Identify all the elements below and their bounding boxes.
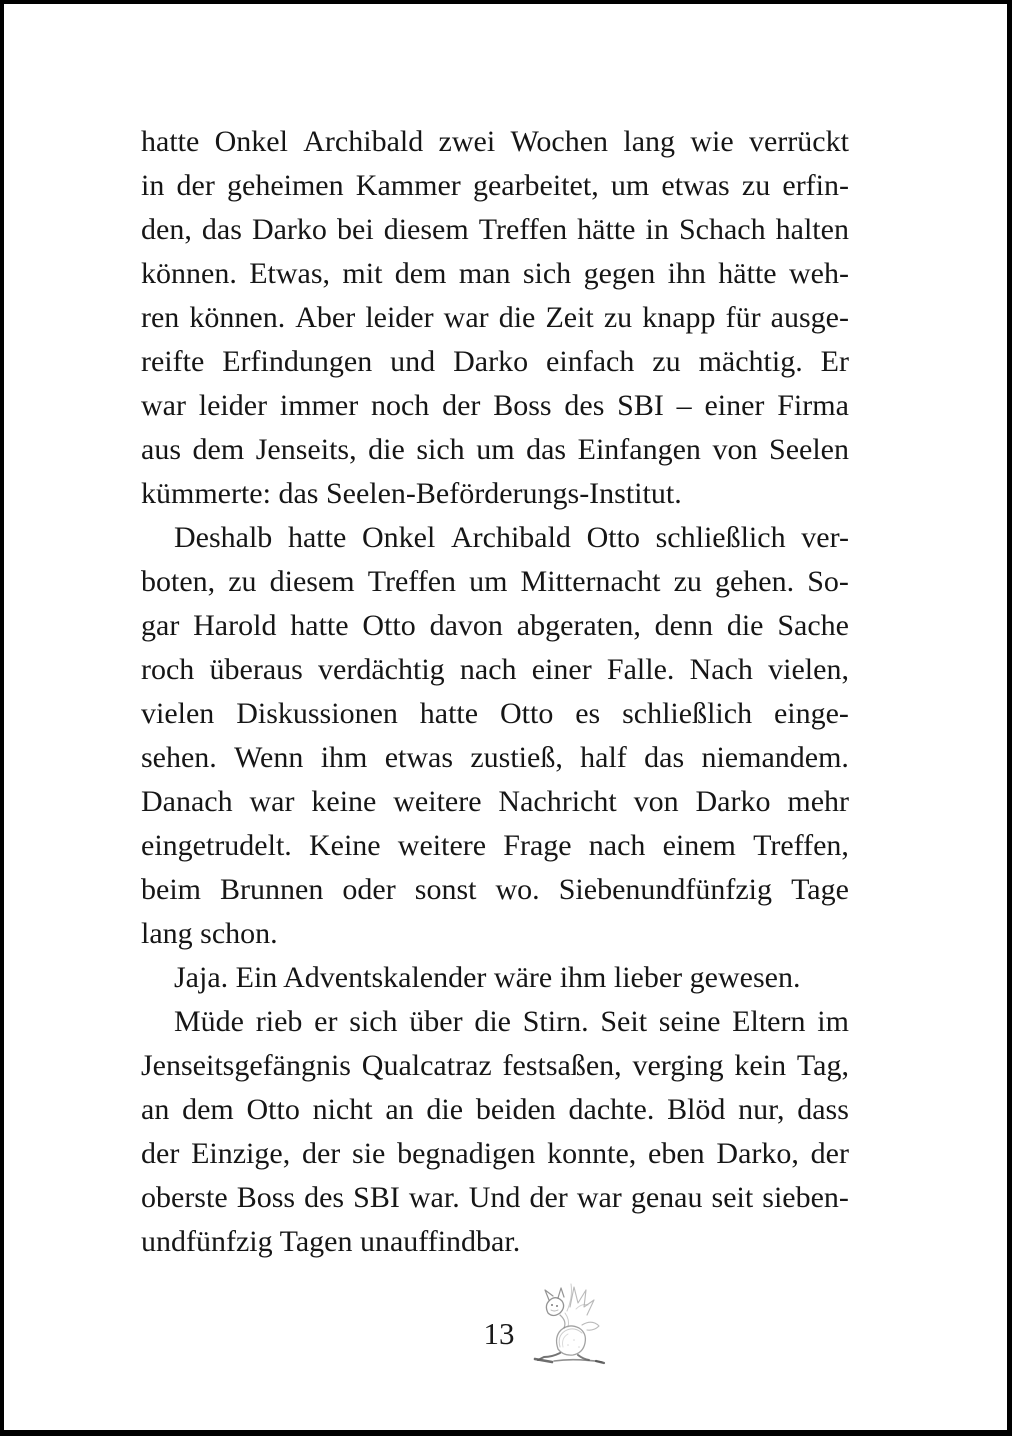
text-line: eingetrudelt. Keine weitere Frage nach einem Treffen, [141,829,849,862]
text-line: kümmerte: das Seelen-Beförderungs-Institut. [141,477,682,510]
text-line: der Einzige, der sie begnadigen konnte, eben Darko, der [141,1137,849,1170]
text-line: Danach war keine weitere Nachricht von Darko mehr [141,785,849,818]
text-line: können. Etwas, mit dem man sich gegen ihn hätte weh- [141,257,849,290]
text-line: aus dem Jenseits, die sich um das Einfangen von Seelen [141,433,849,466]
text-line: Müde rieb er sich über die Stirn. Seit seine Eltern im [174,1005,849,1038]
text-line: in der geheimen Kammer gearbeitet, um etwas zu erfin- [141,169,849,202]
text-block [141,120,849,1264]
page-footer [4,1277,1007,1365]
text-line: ren können. Aber leider war die Zeit zu knapp für ausge- [141,301,849,334]
text-line: an dem Otto nicht an die beiden dachte. Blöd nur, dass [141,1093,849,1126]
text-line: lang schon. [141,917,278,950]
text-line: boten, zu diesem Treffen um Mitternacht zu gehen. So- [141,565,849,598]
text-line: Deshalb hatte Onkel Archibald Otto schließlich ver- [174,521,849,554]
text-line: vielen Diskussionen hatte Otto es schließlich einge- [141,697,849,730]
footer-group [484,1277,608,1365]
text-line: Jenseitsgefängnis Qualcatraz festsaßen, verging kein Tag, [141,1049,849,1082]
page-number: 13 [483,1316,515,1351]
text-line: sehen. Wenn ihm etwas zustieß, half das niemandem. [141,741,849,774]
text-line: gar Harold hatte Otto davon abgeraten, denn die Sache [141,609,849,642]
text-line: oberste Boss des SBI war. Und der war genau seit sieben- [141,1181,849,1214]
text-line: reifte Erfindungen und Darko einfach zu mächtig. Er [141,345,849,378]
text-line: beim Brunnen oder sonst wo. Siebenundfünfzig Tage [141,873,849,906]
walking-imp-sketch-icon [530,1277,608,1365]
text-line: war leider immer noch der Boss des SBI – einer Firma [141,389,849,422]
text-line: den, das Darko bei diesem Treffen hätte in Schach halten [141,213,849,246]
text-line: undfünfzig Tagen unauffindbar. [141,1225,521,1258]
text-line: hatte Onkel Archibald zwei Wochen lang wie verrückt [141,125,849,158]
text-line: roch überaus verdächtig nach einer Falle. Nach vielen, [141,653,849,686]
text-line: Jaja. Ein Adventskalender wäre ihm lieber gewesen. [174,961,801,994]
